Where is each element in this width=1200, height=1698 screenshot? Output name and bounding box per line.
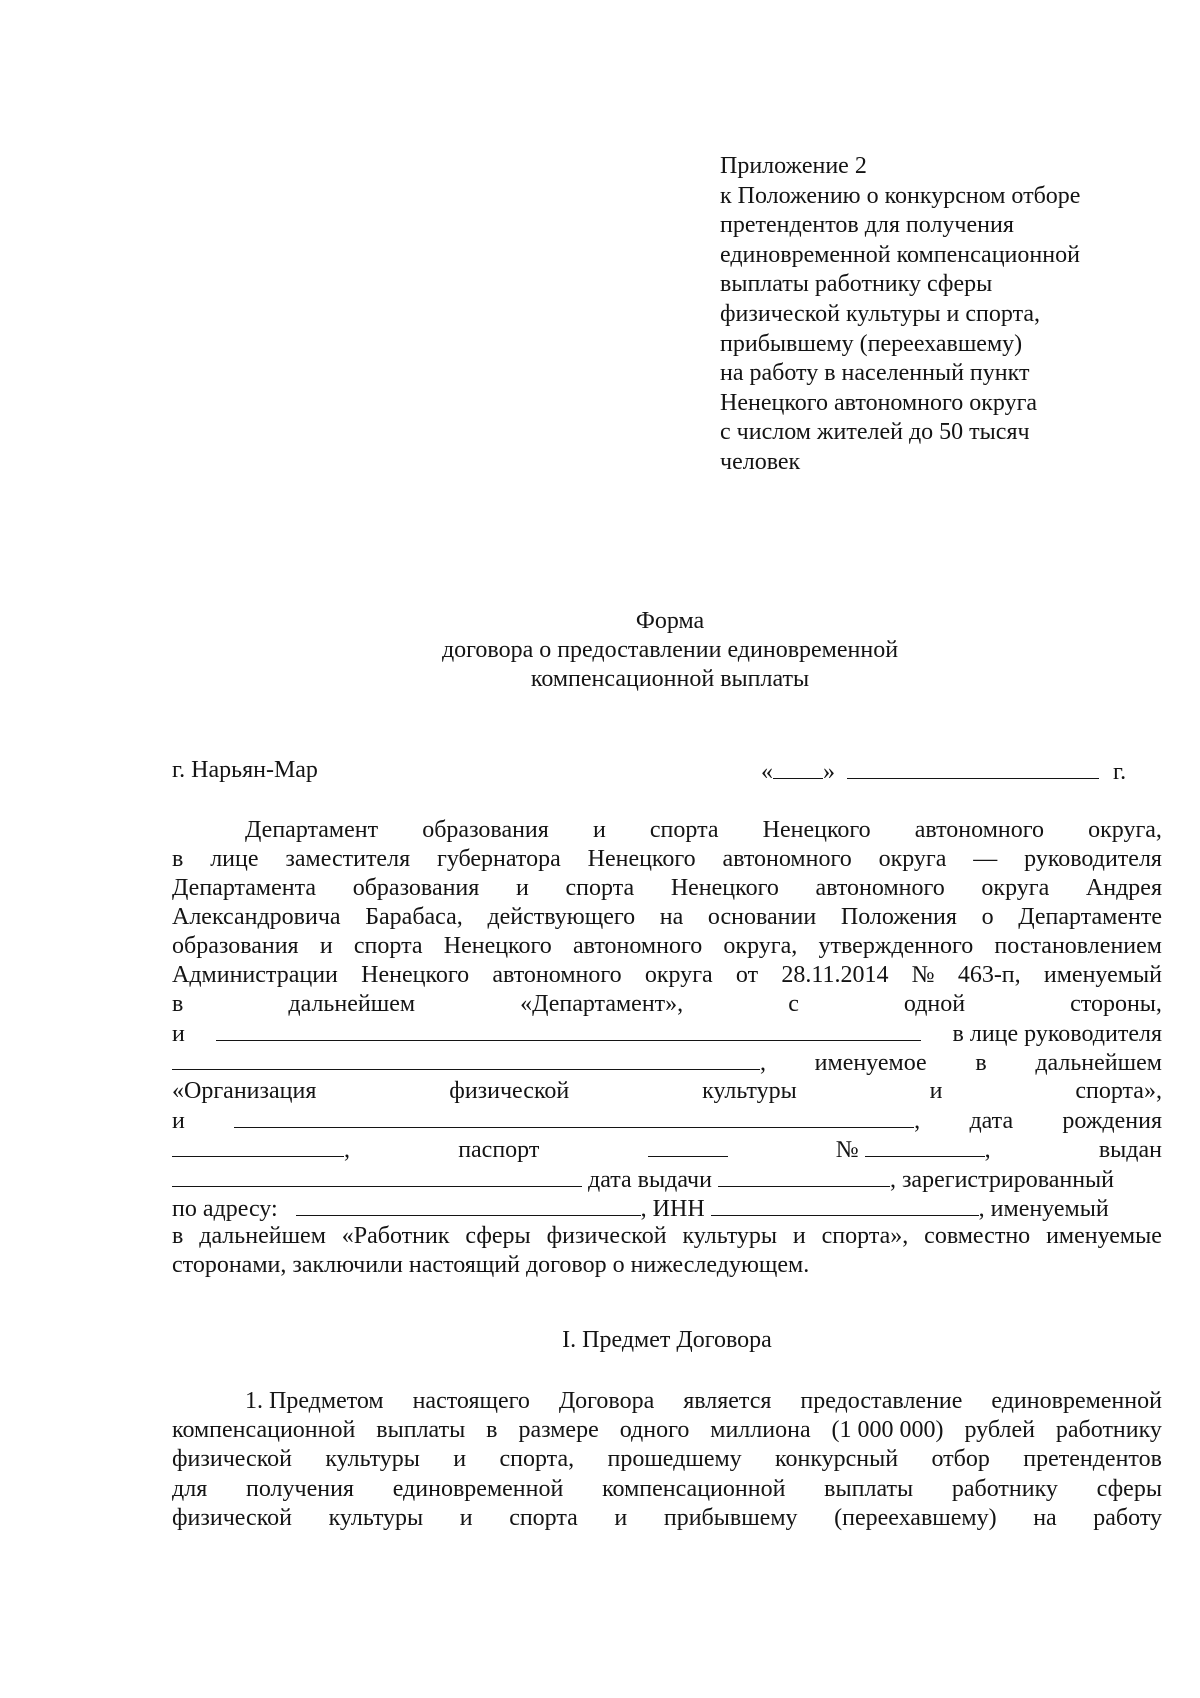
appendix-header	[720, 152, 1190, 478]
word: руководителя	[1024, 846, 1162, 872]
word: в	[172, 991, 184, 1017]
preamble-line-16: сторонами, заключили настоящий договор о нижеследующем.	[172, 1252, 810, 1278]
word: округа	[981, 875, 1050, 901]
appendix-line: с числом жителей до 50 тысяч	[720, 419, 1030, 446]
word: и	[459, 1504, 473, 1531]
word: предоставление	[800, 1388, 963, 1414]
word: и	[172, 1021, 185, 1047]
appendix-line: Ненецкого автономного округа	[720, 389, 1038, 416]
word: и	[319, 933, 333, 959]
appendix-line: единовременной компенсационной	[720, 241, 1080, 268]
word: отбор	[931, 1446, 990, 1473]
word: 28.11.2014	[781, 962, 889, 988]
word: округа,	[1088, 817, 1162, 843]
word: культуры	[325, 1446, 420, 1473]
employee-name-blank[interactable]	[234, 1106, 914, 1128]
word: получения	[246, 1475, 354, 1502]
word: именуемое	[814, 1050, 927, 1076]
comma: ,	[760, 1050, 766, 1076]
appendix-line: претендентов для получения	[720, 212, 1014, 239]
appendix-line: на работу в населенный пункт	[720, 360, 1030, 387]
word: выплаты	[376, 1417, 466, 1444]
word: рублей	[964, 1417, 1035, 1444]
preamble-line-15	[172, 1222, 1162, 1251]
word: Департамента	[172, 875, 317, 901]
word: одной	[903, 991, 966, 1017]
word: Положения	[840, 904, 957, 930]
word: спорта	[353, 933, 423, 959]
paragraph-line-1	[172, 1387, 1162, 1416]
word: единовременной	[392, 1475, 564, 1502]
preamble-line-9	[172, 1048, 1162, 1077]
word: Департамент	[245, 817, 379, 843]
preamble-line-4	[172, 903, 1162, 932]
address-blank[interactable]	[296, 1193, 641, 1216]
appendix-line: выплаты работнику сферы	[720, 271, 993, 298]
word: Департаменте	[1018, 904, 1162, 930]
day-blank[interactable]	[773, 756, 823, 779]
word: претендентов	[1023, 1446, 1162, 1473]
form-title-line: компенсационной выплаты	[530, 666, 810, 692]
paragraph-line-5	[172, 1504, 1162, 1533]
preamble-line-11	[172, 1106, 1162, 1135]
word: автономного	[492, 962, 622, 988]
word: автономного	[722, 846, 852, 872]
word: и	[929, 1078, 943, 1104]
word: , именуемый	[978, 1196, 1109, 1222]
word: Договора	[558, 1388, 655, 1414]
word: Ненецкого	[762, 817, 871, 843]
word: прошедшему	[607, 1446, 742, 1473]
organization-name-blank[interactable]	[216, 1019, 921, 1041]
word: губернатора	[436, 846, 561, 872]
word: на	[659, 904, 684, 930]
word: физической	[172, 1446, 292, 1473]
word: действующего	[487, 904, 636, 930]
word: Ненецкого	[670, 875, 779, 901]
word: и	[172, 1108, 185, 1134]
word: спорта	[565, 875, 635, 901]
word: стороны,	[1070, 991, 1162, 1017]
word: Ненецкого	[443, 933, 552, 959]
word: работнику	[951, 1475, 1058, 1502]
word: основании	[707, 904, 817, 930]
word: №	[911, 962, 935, 988]
word: образования	[352, 875, 480, 901]
word: выплаты	[824, 1475, 914, 1502]
appendix-line: Приложение 2	[720, 153, 867, 179]
word: физической	[172, 1504, 292, 1531]
passport-series-blank[interactable]	[648, 1135, 728, 1157]
preamble-line-2	[172, 845, 1162, 874]
issue-date-blank[interactable]	[718, 1164, 890, 1187]
word: «Департамент»,	[520, 991, 684, 1017]
word: дальнейшем	[288, 991, 416, 1017]
preamble-line-3	[172, 874, 1162, 903]
word: спорта,	[499, 1446, 575, 1473]
word: миллиона	[710, 1417, 811, 1444]
word: , ИНН	[640, 1196, 705, 1222]
word: спорта	[649, 817, 719, 843]
word: единовременной	[991, 1388, 1162, 1414]
word: культуры	[682, 1223, 778, 1249]
form-title	[300, 607, 1040, 694]
word: является	[683, 1388, 772, 1414]
word: культуры	[702, 1078, 797, 1104]
word: работнику	[1055, 1417, 1162, 1444]
word: дата	[969, 1108, 1014, 1134]
word: дальнейшем	[199, 1223, 326, 1249]
section-1-paragraph	[172, 1387, 1162, 1533]
word: лице	[210, 846, 259, 872]
word: с	[788, 991, 799, 1017]
form-title-line: Форма	[635, 608, 705, 634]
date-close-quote: »	[823, 759, 835, 785]
date-line	[761, 756, 1126, 787]
word: округа	[644, 962, 713, 988]
word: совместно	[924, 1223, 1031, 1249]
word: №	[835, 1137, 859, 1163]
preamble-line-8	[172, 1019, 1162, 1048]
word: настоящего	[412, 1388, 530, 1414]
word: дата выдачи	[588, 1167, 712, 1193]
word: автономного	[572, 933, 703, 959]
preamble-line-13	[172, 1164, 1162, 1193]
word: в	[486, 1417, 498, 1444]
month-blank[interactable]	[847, 756, 1099, 779]
word: автономного	[914, 817, 1044, 843]
birth-date-blank[interactable]	[172, 1135, 344, 1157]
paragraph-line-3	[172, 1445, 1162, 1474]
word: работу	[1093, 1504, 1162, 1531]
preamble	[172, 816, 1162, 1280]
appendix-line: физической культуры и спорта,	[720, 300, 1041, 327]
word: от	[735, 962, 759, 988]
appendix-line: человек	[720, 448, 801, 475]
word: и	[453, 1446, 467, 1473]
place-label: г. Нарьян-Мар	[172, 757, 318, 783]
year-suffix: г.	[1113, 759, 1127, 785]
word: и	[792, 1223, 806, 1249]
preamble-line-10	[172, 1077, 1162, 1106]
paragraph-line-4	[172, 1475, 1162, 1504]
preamble-line-1	[172, 816, 1162, 845]
comma: ,	[984, 1137, 991, 1163]
word: (1 000 000)	[831, 1417, 944, 1444]
word: и	[592, 817, 606, 843]
word: именуемые	[1046, 1223, 1162, 1249]
word: по адресу:	[172, 1196, 278, 1222]
word: Александровича	[172, 904, 341, 930]
preamble-line-7	[172, 990, 1162, 1019]
word: на	[1033, 1504, 1057, 1531]
word: и	[614, 1504, 628, 1531]
word: образования	[422, 817, 549, 843]
word: 463-п,	[957, 962, 1021, 988]
preamble-line-12	[172, 1135, 1162, 1164]
paragraph-line-2	[172, 1416, 1162, 1445]
word: культуры	[328, 1504, 424, 1531]
passport-number-blank[interactable]	[865, 1135, 985, 1157]
word: —	[973, 846, 998, 872]
word: сферы	[465, 1223, 531, 1249]
word: автономного	[815, 875, 945, 901]
word: Ненецкого	[361, 962, 470, 988]
word: физической	[546, 1223, 667, 1249]
word: «Организация	[172, 1078, 317, 1104]
director-name-blank[interactable]	[172, 1048, 760, 1070]
word: Администрации	[172, 962, 338, 988]
word: одного	[619, 1417, 690, 1444]
word: , зарегистрированный	[889, 1167, 1115, 1193]
word: постановлением	[994, 933, 1162, 959]
word: конкурсный	[775, 1446, 899, 1473]
date-open-quote: «	[761, 759, 773, 785]
preamble-line-6	[172, 961, 1162, 990]
appendix-line: прибывшему (переехавшему)	[720, 330, 1023, 357]
word: спорта»,	[821, 1223, 909, 1249]
word: в	[172, 1223, 184, 1249]
word: «Работник	[341, 1223, 450, 1249]
issued-by-blank[interactable]	[172, 1164, 582, 1187]
word: дальнейшем	[1035, 1050, 1162, 1076]
word: компенсационной	[172, 1417, 356, 1444]
word: для	[172, 1475, 208, 1502]
preamble-line-14	[172, 1193, 1162, 1222]
word: в лице руководителя	[952, 1021, 1162, 1047]
comma: ,	[344, 1137, 350, 1163]
appendix-line: к Положению о конкурсном отборе	[720, 182, 1081, 209]
word: спорта	[509, 1504, 578, 1531]
word: рождения	[1062, 1108, 1162, 1134]
word: Ненецкого	[587, 846, 696, 872]
word: паспорт	[458, 1137, 540, 1163]
word: выдан	[1098, 1137, 1162, 1163]
word: (переехавшему)	[834, 1504, 997, 1531]
word: в	[975, 1050, 987, 1076]
word: сферы	[1096, 1475, 1162, 1502]
word: именуемый	[1043, 962, 1162, 988]
word: о	[981, 904, 994, 930]
comma: ,	[914, 1108, 921, 1134]
word: округа	[878, 846, 947, 872]
inn-blank[interactable]	[711, 1193, 979, 1216]
word: Барабаса,	[365, 904, 463, 930]
word: физической	[449, 1078, 570, 1104]
preamble-line-5	[172, 932, 1162, 961]
word: прибывшему	[663, 1504, 798, 1531]
word: заместителя	[285, 846, 411, 872]
word: Андрея	[1085, 875, 1162, 901]
word: спорта»,	[1075, 1078, 1162, 1104]
word: в	[172, 846, 184, 872]
section-title: I. Предмет Договора	[562, 1327, 772, 1353]
word: компенсационной	[602, 1475, 786, 1502]
word: округа,	[723, 933, 798, 959]
word: утвержденного	[818, 933, 974, 959]
word: образования	[172, 933, 299, 959]
form-title-line: договора о предоставлении единовременной	[441, 637, 899, 663]
word: 1. Предметом	[245, 1388, 384, 1414]
word: размере	[518, 1417, 599, 1444]
word: и	[516, 875, 529, 901]
